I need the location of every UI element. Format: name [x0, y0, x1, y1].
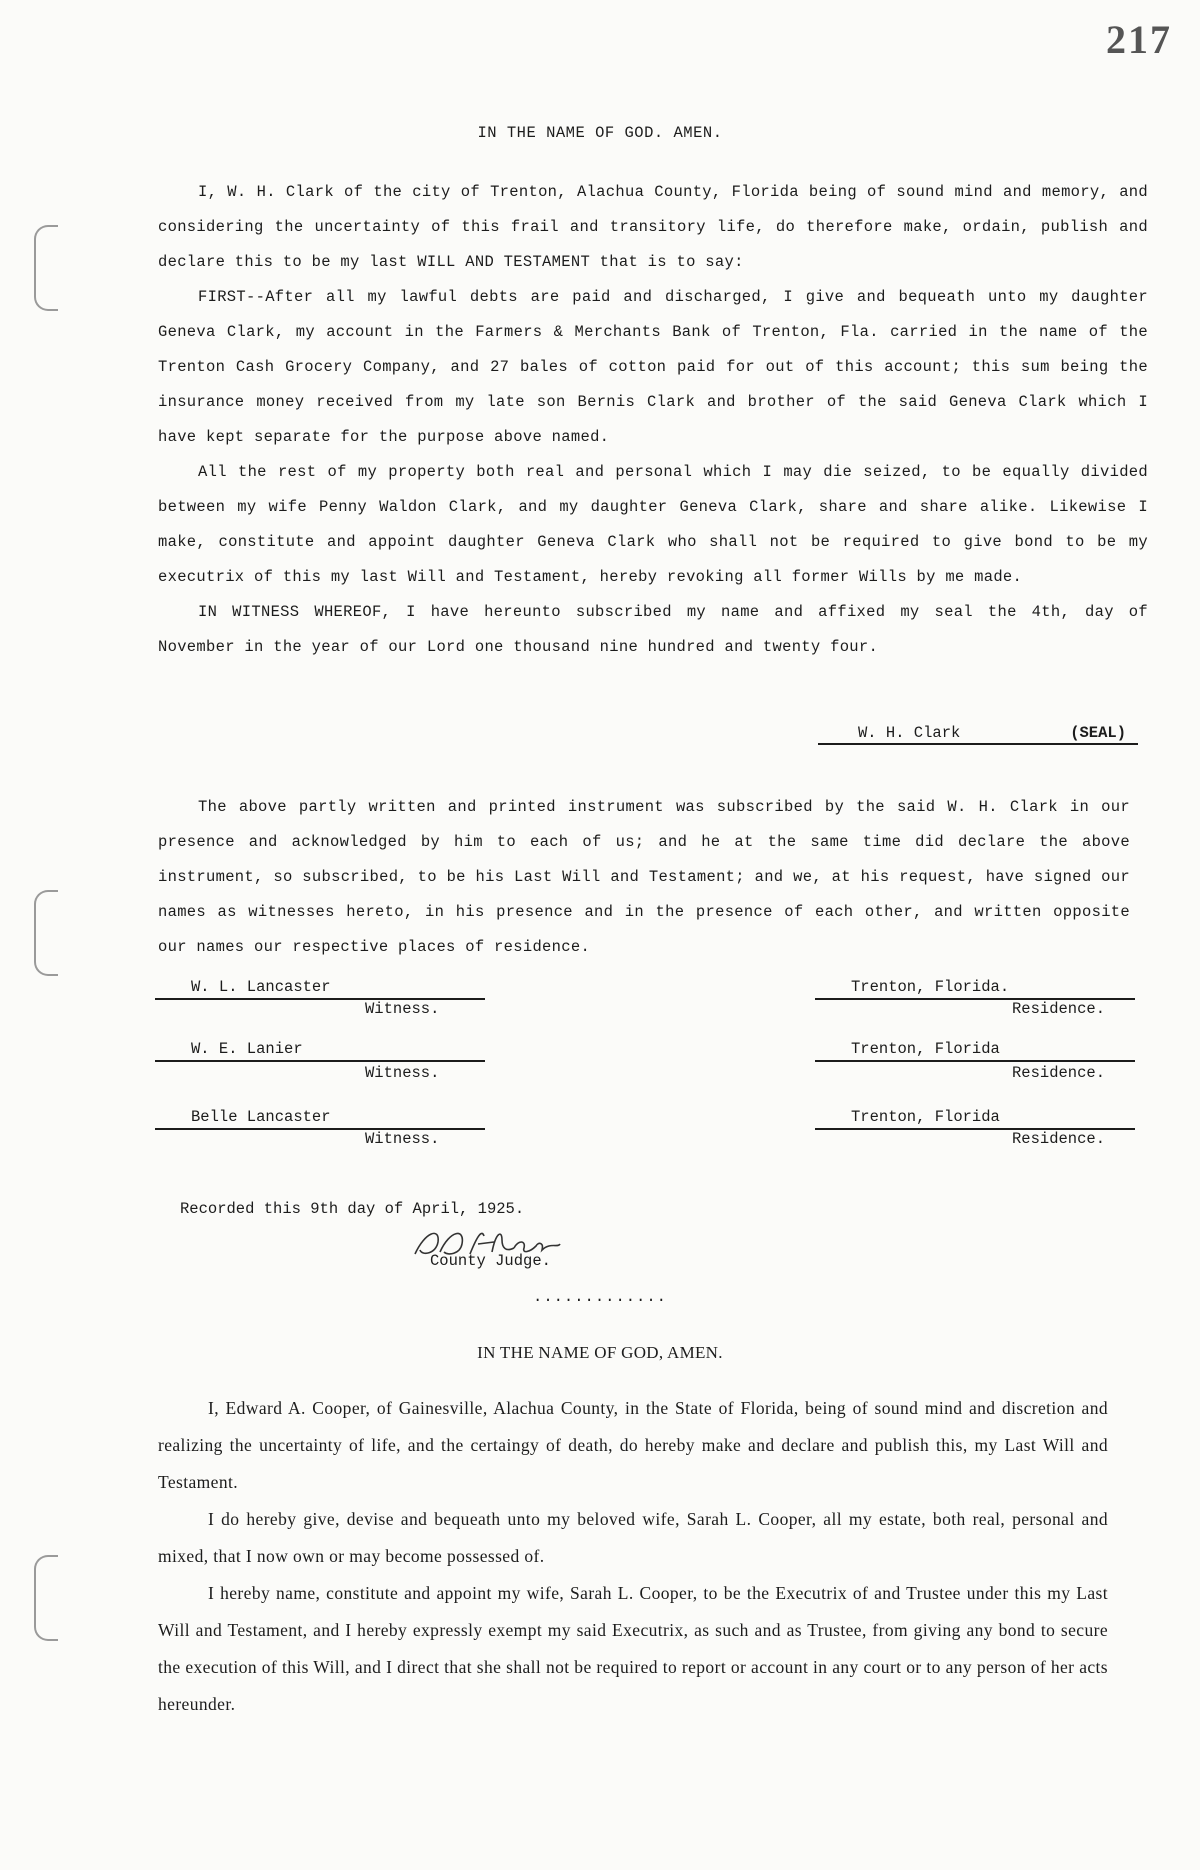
witness-1-name: W. L. Lancaster — [155, 978, 485, 1000]
punch-hole-top — [34, 225, 58, 311]
witness-1-residence: Trenton, Florida. — [815, 978, 1135, 1000]
will1-paragraph-3: All the rest of my property both real and personal which I may die seized, to be equally divided between my wife Penny Waldon Clark, and my daughter Geneva Clark, share and share alike. Likewise I make, constitute and appoint daughter Geneva Clark who shall not be required to give bond to be my executrix of this my last Will and Testament, hereby revoking all former Wills by me made. — [158, 463, 1148, 586]
will2-paragraph-1: I, Edward A. Cooper, of Gainesville, Alachua County, in the State of Florida, being of sound mind and discretion and realizing the uncertainty of life, and the certaingy of death, do hereby make and declare and publish this, my Last Will and Testament. — [158, 1398, 1108, 1492]
witness-2-residence-caption: Residence. — [1012, 1064, 1106, 1082]
will1-paragraph-2: FIRST--After all my lawful debts are paid and discharged, I give and bequeath unto my daughter Geneva Clark, my account in the Farmers & Merchants Bank of Trenton, Fla. carried in the name of the Trenton Cash Grocery Company, and 27 bales of cotton paid for out of this account; this sum being the insurance money received from my late son Bernis Clark and brother of the said Geneva Clark which I have kept separate for the purpose above named. — [158, 288, 1148, 446]
witness-3-caption: Witness. — [365, 1130, 440, 1148]
will2-heading: IN THE NAME OF GOD, AMEN. — [477, 1343, 723, 1362]
attestation-text: The above partly written and printed instrument was subscribed by the said W. H. Clark in our presence and acknowledged by him to each of us; and he at the same time did declare the above instrument, so subscribed, to be his Last Will and Testament; and we, at his request, have signed our names as witnesses hereto, in his presence and in the presence of each other, and written opposite our names our respective places of residence. — [158, 798, 1130, 956]
witness-3-residence: Trenton, Florida — [815, 1108, 1135, 1130]
will2-paragraph-2: I do hereby give, devise and bequeath unto my beloved wife, Sarah L. Cooper, all my estate, both real, personal and mixed, that I now own or may become possessed of. — [158, 1509, 1108, 1566]
page-number: 217 — [1106, 17, 1172, 62]
witness-1-residence-caption: Residence. — [1012, 1000, 1106, 1018]
attestation-clause — [158, 790, 1130, 965]
will1-paragraph-4: IN WITNESS WHEREOF, I have hereunto subscribed my name and affixed my seal the 4th, day of November in the year of our Lord one thousand nine hundred and twenty four. — [158, 603, 1148, 656]
testator-name: W. H. Clark — [858, 724, 961, 742]
punch-hole-middle — [34, 890, 58, 976]
witness-3-residence-caption: Residence. — [1012, 1130, 1106, 1148]
testator-signature-line — [818, 724, 1138, 745]
witness-2-name: W. E. Lanier — [155, 1040, 485, 1062]
will1-body — [158, 175, 1148, 665]
witness-3-name: Belle Lancaster — [155, 1108, 485, 1130]
section-separator: ............. — [533, 1288, 667, 1306]
witness-2-caption: Witness. — [365, 1064, 440, 1082]
judge-title: County Judge. — [430, 1252, 551, 1270]
will2-paragraph-3: I hereby name, constitute and appoint my wife, Sarah L. Cooper, to be the Executrix of and Trustee under this my Last Will and Testament, and I hereby expressly exempt my said Executrix, as such and as Trustee, from giving any bond to secure the execution of this Will, and I direct that she shall not be required to report or account in any court or to any person of her acts hereunder. — [158, 1583, 1108, 1714]
witness-2-residence: Trenton, Florida — [815, 1040, 1135, 1062]
will2-body — [158, 1390, 1108, 1723]
seal-label: (SEAL) — [1070, 724, 1126, 742]
recorded-line: Recorded this 9th day of April, 1925. — [180, 1200, 525, 1218]
will1-paragraph-1: I, W. H. Clark of the city of Trenton, Alachua County, Florida being of sound mind and memory, and considering the uncertainty of this frail and transitory life, do therefore make, ordain, publish and declare this to be my last WILL AND TESTAMENT that is to say: — [158, 183, 1148, 271]
punch-hole-bottom — [34, 1555, 58, 1641]
witness-1-caption: Witness. — [365, 1000, 440, 1018]
will1-heading: IN THE NAME OF GOD. AMEN. — [477, 124, 723, 142]
